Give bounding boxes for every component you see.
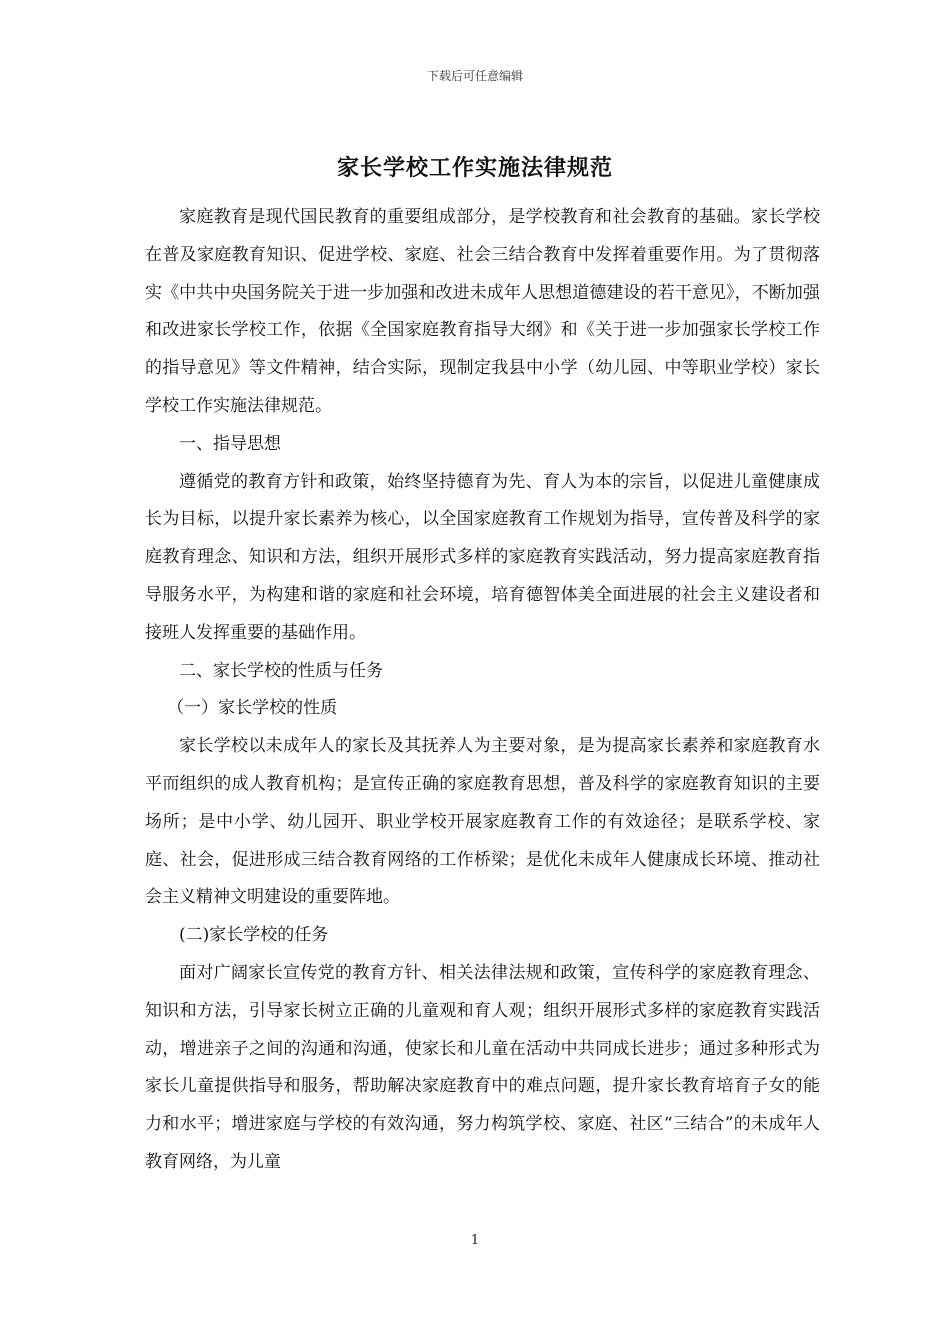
section-heading-guiding-thought: 一、指导思想 [179,433,281,454]
page-number: 1 [470,1233,480,1248]
tasks-paragraph: 面对广阔家长宣传党的教育方针、相关法律法规和政策，宣传科学的家庭教育理念、知识和方法，引导家长树立正确的儿童观和育人观；组织开展形式多样的家庭教育实践活动，增进亲子之间的沟通和沟通，使家长和儿童在活动中共同成长进步；通过多种形式为家长儿童提供指导和服务，帮助解决家庭教育中的难点问题，提升家长教育培育子女的能力和水平；增进家庭与学校的有效沟通，努力构筑学校、家庭、社区“三结合”的未成年人教育网络，为儿童 [145,962,820,1172]
guiding-thought-paragraph: 遵循党的教育方针和政策，始终坚持德育为先、育人为本的宗旨，以促进儿童健康成长为目标，以提升家长素养为核心，以全国家庭教育工作规划为指导，宣传普及科学的家庭教育理念、知识和方法，组织开展形式多样的家庭教育实践活动，努力提高家庭教育指导服务水平，为构建和谐的家庭和社会环境，培育德智体美全面进展的社会主义建设者和接班人发挥重要的基础作用。 [145,471,820,643]
section-heading-nature-and-tasks: 二、家长学校的性质与任务 [179,660,383,681]
intro-paragraph: 家庭教育是现代国民教育的重要组成部分，是学校教育和社会教育的基础。家长学校在普及家庭教育知识、促进学校、家庭、社会三结合教育中发挥着重要作用。为了贯彻落实《中共中央国务院关于进一步加强和改进未成年人思想道德建设的若干意见》，不断加强和改进家长学校工作，依据《全国家庭教育指导大纲》和《关于进一步加强家长学校工作的指导意见》等文件精神，结合实际，现制定我县中小学（幼儿园、中等职业学校）家长学校工作实施法律规范。 [145,207,820,416]
page-header-note: 下载后可任意编辑 [426,69,523,83]
document-title: 家长学校工作实施法律规范 [336,156,613,181]
subsection-heading-nature: （一）家长学校的性质 [167,698,338,719]
document-body [145,199,820,1182]
nature-paragraph: 家长学校以未成年人的家长及其抚养人为主要对象，是为提高家长素养和家庭教育水平而组织的成人教育机构；是宣传正确的家庭教育思想，普及科学的家庭教育知识的主要场所；是中小学、幼儿园开、职业学校开展家庭教育工作的有效途径；是联系学校、家庭、社会，促进形成三结合教育网络的工作桥梁；是优化未成年人健康成长环境、推动社会主义精神文明建设的重要阵地。 [145,736,820,908]
subsection-heading-tasks: (二)家长学校的任务 [179,925,329,946]
